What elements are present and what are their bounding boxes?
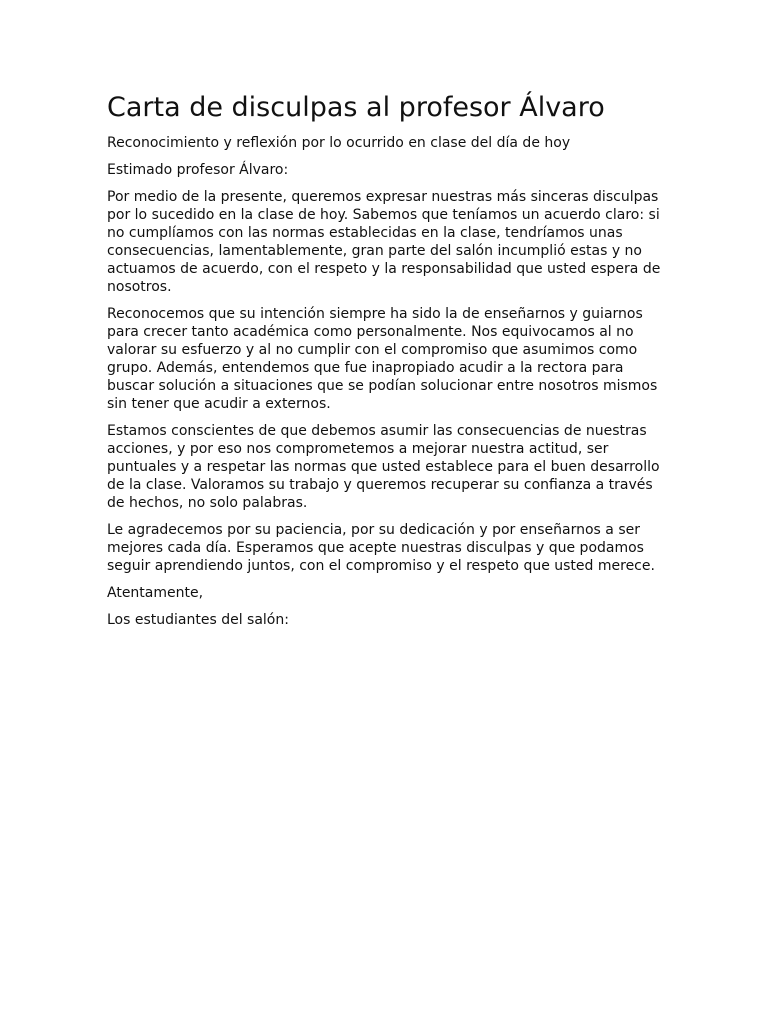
document-page	[107, 90, 667, 638]
document-subtitle: Reconocimiento y reflexión por lo ocurrido en clase del día de hoy	[107, 135, 571, 151]
letter-paragraph-4: Le agradecemos por su paciencia, por su dedicación y por enseñarnos a ser mejores cada día. Esperamos que acepte nuestras disculpas y que podamos seguir aprendiendo juntos, con el compromiso y el respeto que usted merece.	[107, 522, 655, 574]
letter-paragraph-1: Por medio de la presente, queremos expresar nuestras más sinceras disculpas por lo sucedido en la clase de hoy. Sabemos que teníamos un acuerdo claro: si no cumplíamos con las normas establecidas en la clase, tendríamos unas consecuencias, lamentablemente, gran parte del salón incumplió estas y no actuamos de acuerdo, con el respeto y la responsabilidad que usted espera de nosotros.	[107, 189, 661, 295]
letter-paragraph-3: Estamos conscientes de que debemos asumir las consecuencias de nuestras acciones, y por eso nos comprometemos a mejorar nuestra actitud, ser puntuales y a respetar las normas que usted establece para el buen desarrollo de la clase. Valoramos su trabajo y queremos recuperar su confianza a través de hechos, no solo palabras.	[107, 423, 660, 511]
page-title: Carta de disculpas al profesor Álvaro	[107, 92, 605, 123]
letter-greeting: Estimado profesor Álvaro:	[107, 162, 289, 178]
letter-signature: Los estudiantes del salón:	[107, 612, 289, 628]
letter-closing: Atentamente,	[107, 585, 204, 601]
letter-paragraph-2: Reconocemos que su intención siempre ha sido la de enseñarnos y guiarnos para crecer tanto académica como personalmente. Nos equivocamos al no valorar su esfuerzo y al no cumplir con el compromiso que asumimos como grupo. Además, entendemos que fue inapropiado acudir a la rectora para buscar solución a situaciones que se podían solucionar entre nosotros mismos sin tener que acudir a externos.	[107, 306, 658, 412]
